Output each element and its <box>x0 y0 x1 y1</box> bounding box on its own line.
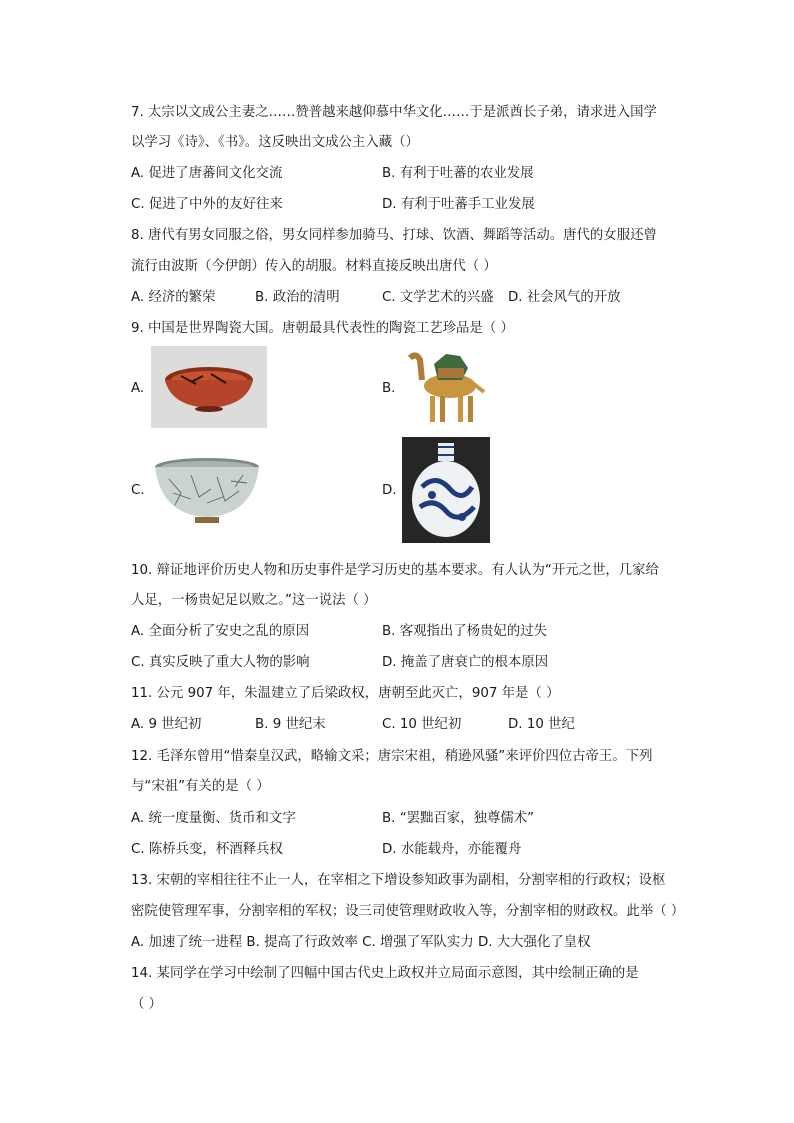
q7-line1: 7. 太宗以文成公主妻之……赞普越来越仰慕中华文化……于是派酋长子弟，请求进入国学 <box>131 105 657 120</box>
q13-line2: 密院使管理军事，分割宰相的军权；设三司使管理财政收入等，分割宰相的财政权。此举（ ） <box>131 904 685 919</box>
q9-option-c[interactable]: C. <box>131 483 145 498</box>
q8-option-b[interactable]: B. 政治的清明 <box>255 290 340 305</box>
q11-line1: 11. 公元 907 年，朱温建立了后梁政权，唐朝至此灭亡，907 年是（ ） <box>131 686 560 701</box>
q9-option-b[interactable]: B. <box>382 381 396 396</box>
q8-option-d[interactable]: D. 社会风气的开放 <box>508 290 621 305</box>
q10-line1: 10. 辩证地评价历史人物和历史事件是学习历史的基本要求。有人认为“开元之世，几家给 <box>131 563 659 578</box>
q8-line2: 流行由波斯（今伊朗）传入的胡服。材料直接反映出唐代（ ） <box>131 259 497 274</box>
q10-option-d[interactable]: D. 掩盖了唐衰亡的根本原因 <box>382 655 549 670</box>
tang-sancai-camel-image[interactable] <box>402 346 492 428</box>
q11-option-a[interactable]: A. 9 世纪初 <box>131 717 202 732</box>
camel-figure-icon <box>402 346 492 428</box>
q9-option-a[interactable]: A. <box>131 381 145 396</box>
red-bowl-icon <box>151 346 267 428</box>
q10-option-a[interactable]: A. 全面分析了安史之乱的原因 <box>131 624 310 639</box>
q10-line2: 人足，一杨贵妃足以败之。”这一说法（ ） <box>131 593 377 608</box>
q13-options[interactable]: A. 加速了统一进程 B. 提高了行政效率 C. 增强了军队实力 D. 大大强化了皇权 <box>131 935 591 950</box>
q11-option-d[interactable]: D. 10 世纪 <box>508 717 575 732</box>
q9-option-d[interactable]: D. <box>382 483 397 498</box>
q7-line2: 以学习《诗》、《书》。这反映出文成公主入藏（） <box>131 135 419 150</box>
q7-option-a[interactable]: A. 促进了唐蕃间文化交流 <box>131 166 283 181</box>
q14-line2: （ ） <box>131 997 163 1012</box>
q11-option-b[interactable]: B. 9 世纪末 <box>255 717 326 732</box>
q8-option-a[interactable]: A. 经济的繁荣 <box>131 290 216 305</box>
q12-line1: 12. 毛泽东曾用“惜秦皇汉武，略输文采；唐宗宋祖，稍逊风骚”来评价四位古帝王。下列 <box>131 749 653 764</box>
q9-line1: 9. 中国是世界陶瓷大国。唐朝最具代表性的陶瓷工艺珍品是（ ） <box>131 321 514 336</box>
q10-option-b[interactable]: B. 客观指出了杨贵妃的过失 <box>382 624 547 639</box>
q12-option-d[interactable]: D. 水能载舟，亦能覆舟 <box>382 842 522 857</box>
q10-option-c[interactable]: C. 真实反映了重大人物的影响 <box>131 655 310 670</box>
vase-icon <box>402 437 490 543</box>
q11-option-c[interactable]: C. 10 世纪初 <box>382 717 462 732</box>
q14-line1: 14. 某同学在学习中绘制了四幅中国古代史上政权并立局面示意图，其中绘制正确的是 <box>131 966 639 981</box>
blue-white-vase-image[interactable] <box>402 437 490 543</box>
q7-option-c[interactable]: C. 促进了中外的友好往来 <box>131 197 283 212</box>
q12-option-b[interactable]: B. “罢黜百家，独尊儒术” <box>382 811 535 826</box>
q8-line1: 8. 唐代有男女同服之俗，男女同样参加骑马、打球、饮酒、舞蹈等活动。唐代的女服还曾 <box>131 228 657 243</box>
crackle-bowl-icon <box>151 453 263 529</box>
q13-line1: 13. 宋朝的宰相往往不止一人，在宰相之下增设参知政事为副相，分割宰相的行政权；设枢 <box>131 873 666 888</box>
q8-option-c[interactable]: C. 文学艺术的兴盛 <box>382 290 494 305</box>
q12-option-a[interactable]: A. 统一度量衡、货币和文字 <box>131 811 296 826</box>
q7-option-b[interactable]: B. 有利于吐蕃的农业发展 <box>382 166 534 181</box>
q12-option-c[interactable]: C. 陈桥兵变，杯酒释兵权 <box>131 842 283 857</box>
tang-bowl-image[interactable] <box>151 346 267 428</box>
q7-option-d[interactable]: D. 有利于吐蕃手工业发展 <box>382 197 535 212</box>
q12-line2: 与“宋祖”有关的是（ ） <box>131 779 270 794</box>
celadon-bowl-image[interactable] <box>151 453 263 529</box>
